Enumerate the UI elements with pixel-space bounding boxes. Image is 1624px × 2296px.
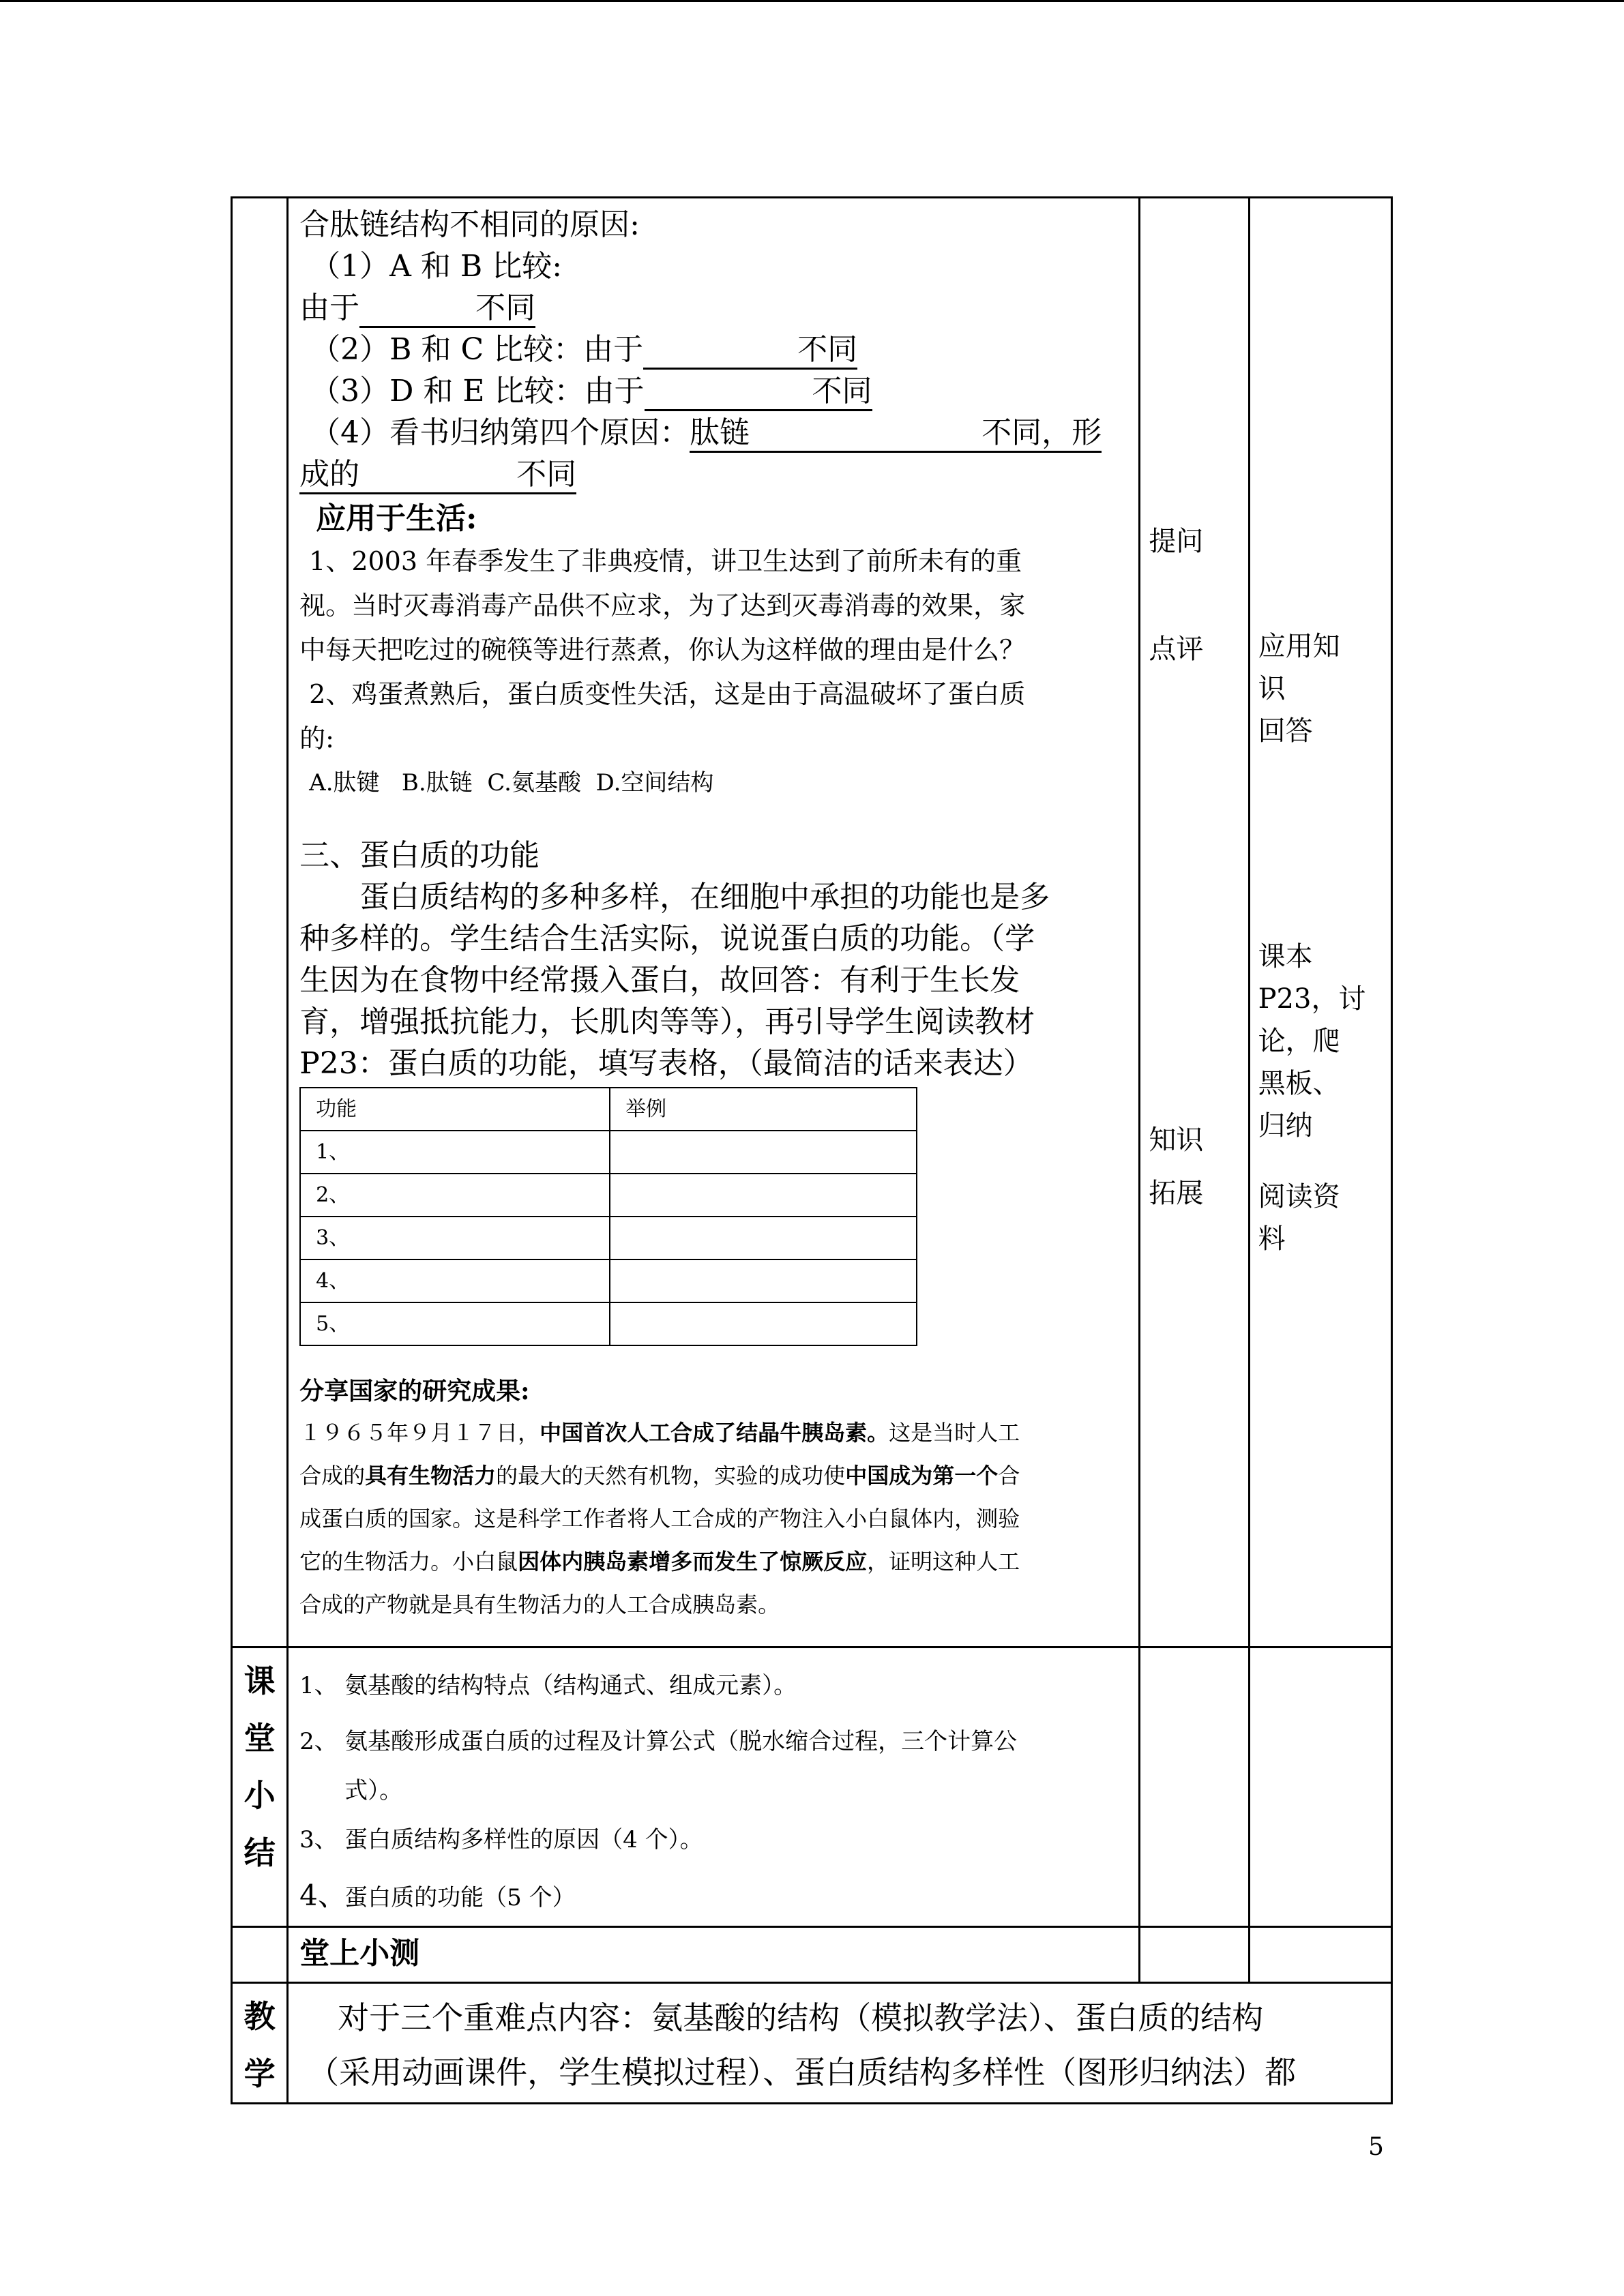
content-cell <box>288 198 1140 1648</box>
share-paragraph: １９６５年９月１７日，中国首次人工合成了结晶牛胰岛素。这是当时人工 合成的具有生物活力的最大的天然有机物，实验的成功使中国成为第一个合 成蛋白质的国家。这是科学工作者将人工合成的产物注入小白鼠体内，测验 它的生物活力。小白鼠因体内胰岛素增多而发生了惊厥反应，证明这种人工 合成的产物就是具有生物活力的人工合成胰岛素。 <box>299 1420 1020 1617</box>
question-2: （2）B 和 C 比较：由于 不同 <box>299 329 1129 370</box>
reflection-content-cell <box>288 1983 1392 2104</box>
top-border-line <box>0 0 1624 2</box>
activities-cell <box>1140 198 1249 1648</box>
design-textbook-5: 归纳 <box>1258 1110 1313 1142</box>
summary-label-char: 结 <box>243 1834 276 1871</box>
test-activity-cell <box>1140 1927 1249 1983</box>
application-q1-line3: 中每天把吃过的碗筷等进行蒸煮，你认为这样做的理由是什么？ <box>299 635 1026 665</box>
function-table-cell <box>610 1174 917 1217</box>
test-label-cell <box>232 1927 288 1983</box>
application-q2-line1: 2、鸡蛋煮熟后，蛋白质变性失活，这是由于高温破坏了蛋白质 <box>309 679 1026 709</box>
reflection-line2: （采用动画课件，学生模拟过程）、蛋白质结构多样性（图形归纳法）都 <box>308 2054 1297 2091</box>
application-q1-line2: 视。当时灭毒消毒产品供不应求，为了达到灭毒消毒的效果，家 <box>299 591 1026 621</box>
lesson-plan-table <box>231 196 1393 2104</box>
summary-item: 1、 氨基酸的结构特点（结构通式、组成元素）。 <box>299 1672 797 1699</box>
function-para-line5: P23：蛋白质的功能，填写表格，（最简洁的话来表达） <box>299 1046 1033 1081</box>
test-title: 堂上小测 <box>299 1936 420 1971</box>
design-textbook-3: 论，爬 <box>1258 1026 1340 1057</box>
reflection-line1: 对于三个重难点内容：氨基酸的结构（模拟教学法）、蛋白质的结构 <box>338 1999 1264 2036</box>
blank-2: 不同 <box>643 332 857 370</box>
summary-design-cell <box>1249 1648 1391 1927</box>
summary-label-cell <box>232 1648 288 1927</box>
question-1-answer: 由于 不同 <box>299 287 1129 329</box>
function-table-row: 5、 <box>300 1302 610 1345</box>
share-title: 分享国家的研究成果: <box>299 1377 530 1405</box>
function-table-cell <box>610 1131 917 1174</box>
test-row <box>232 1927 1392 1983</box>
test-content-cell <box>288 1927 1140 1983</box>
function-table-header-example: 举例 <box>610 1088 917 1131</box>
function-title: 三、蛋白质的功能 <box>299 838 540 873</box>
summary-label-char: 课 <box>243 1663 276 1699</box>
activity-knowledge: 知识 <box>1149 1124 1204 1156</box>
blank-1: 不同 <box>359 290 535 328</box>
reflection-label-char: 教 <box>243 1998 276 2035</box>
reflection-label-char: 学 <box>243 2055 276 2092</box>
function-table-row: 4、 <box>300 1259 610 1302</box>
question-4: （4）看书归纳第四个原因：肽链 不同，形 <box>299 412 1129 453</box>
function-para-line1: 蛋白质结构的多种多样，在细胞中承担的功能也是多 <box>359 880 1050 914</box>
summary-item: 2、 氨基酸形成蛋白质的过程及计算公式（脱水缩合过程，三个计算公 <box>299 1728 1018 1755</box>
design-apply-1: 应用知 <box>1258 631 1340 662</box>
summary-activity-cell <box>1140 1648 1249 1927</box>
function-table-row: 1、 <box>300 1131 610 1174</box>
blank-5: 成的 不同 <box>299 457 576 494</box>
function-table-cell <box>610 1302 917 1345</box>
design-textbook-2: P23，讨 <box>1258 983 1366 1015</box>
application-options: A.肽键 B.肽链 C.氨基酸 D.空间结构 <box>309 769 714 796</box>
summary-content-cell <box>288 1648 1140 1927</box>
function-table-row: 2、 <box>300 1174 610 1217</box>
content-row <box>232 198 1392 1648</box>
function-para-line2: 种多样的。学生结合生活实际，说说蛋白质的功能。（学 <box>299 921 1035 956</box>
summary-item: 4、蛋白质的功能（5 个） <box>299 1879 576 1912</box>
function-table-row: 3、 <box>300 1217 610 1259</box>
question-3: （3）D 和 E 比较：由于 不同 <box>299 370 1129 412</box>
design-textbook-4: 黑板、 <box>1258 1068 1340 1099</box>
lesson-plan-page <box>231 196 1393 2092</box>
design-cell <box>1249 198 1391 1648</box>
function-para-line3: 生因为在食物中经常摄入蛋白，故回答：有利于生长发 <box>299 963 1020 998</box>
question-1: （1）A 和 B 比较: <box>310 249 563 284</box>
structure-intro: 合肽链结构不相同的原因: <box>299 207 640 242</box>
summary-item: 3、 蛋白质结构多样性的原因（4 个）。 <box>299 1826 703 1853</box>
summary-label-char: 小 <box>243 1777 276 1814</box>
application-q1-line1: 1、2003 年春季发生了非典疫情，讲卫生达到了前所未有的重 <box>309 546 1022 576</box>
design-textbook-1: 课本 <box>1258 941 1313 972</box>
function-table <box>299 1087 917 1346</box>
design-reading-2: 料 <box>1258 1223 1286 1255</box>
design-apply-2: 识 <box>1258 673 1286 704</box>
page-number: 5 <box>1368 2133 1384 2161</box>
function-table-cell <box>610 1259 917 1302</box>
activity-question: 提问 <box>1149 526 1204 557</box>
function-table-cell <box>610 1217 917 1259</box>
design-reading-1: 阅读资 <box>1258 1181 1340 1212</box>
summary-row <box>232 1648 1392 1927</box>
summary-item-continued: 式）。 <box>344 1777 403 1804</box>
reflection-row <box>232 1983 1392 2104</box>
blank-4: 肽链 不同，形 <box>690 415 1102 453</box>
application-title: 应用于生活: <box>316 501 477 536</box>
question-4-line2 <box>299 453 1129 495</box>
activity-comment: 点评 <box>1149 633 1204 665</box>
function-table-header-function: 功能 <box>300 1088 610 1131</box>
function-para-line4: 育，增强抵抗能力，长肌肉等等），再引导学生阅读教材 <box>299 1004 1035 1039</box>
summary-label-char: 堂 <box>243 1720 276 1757</box>
reflection-label-cell <box>232 1983 288 2104</box>
side-label-cell <box>232 198 288 1648</box>
test-design-cell <box>1249 1927 1391 1983</box>
design-apply-3: 回答 <box>1258 715 1313 747</box>
activity-extension: 拓展 <box>1149 1178 1204 1209</box>
blank-3: 不同 <box>645 374 872 411</box>
application-q2-line2: 的: <box>299 724 334 754</box>
